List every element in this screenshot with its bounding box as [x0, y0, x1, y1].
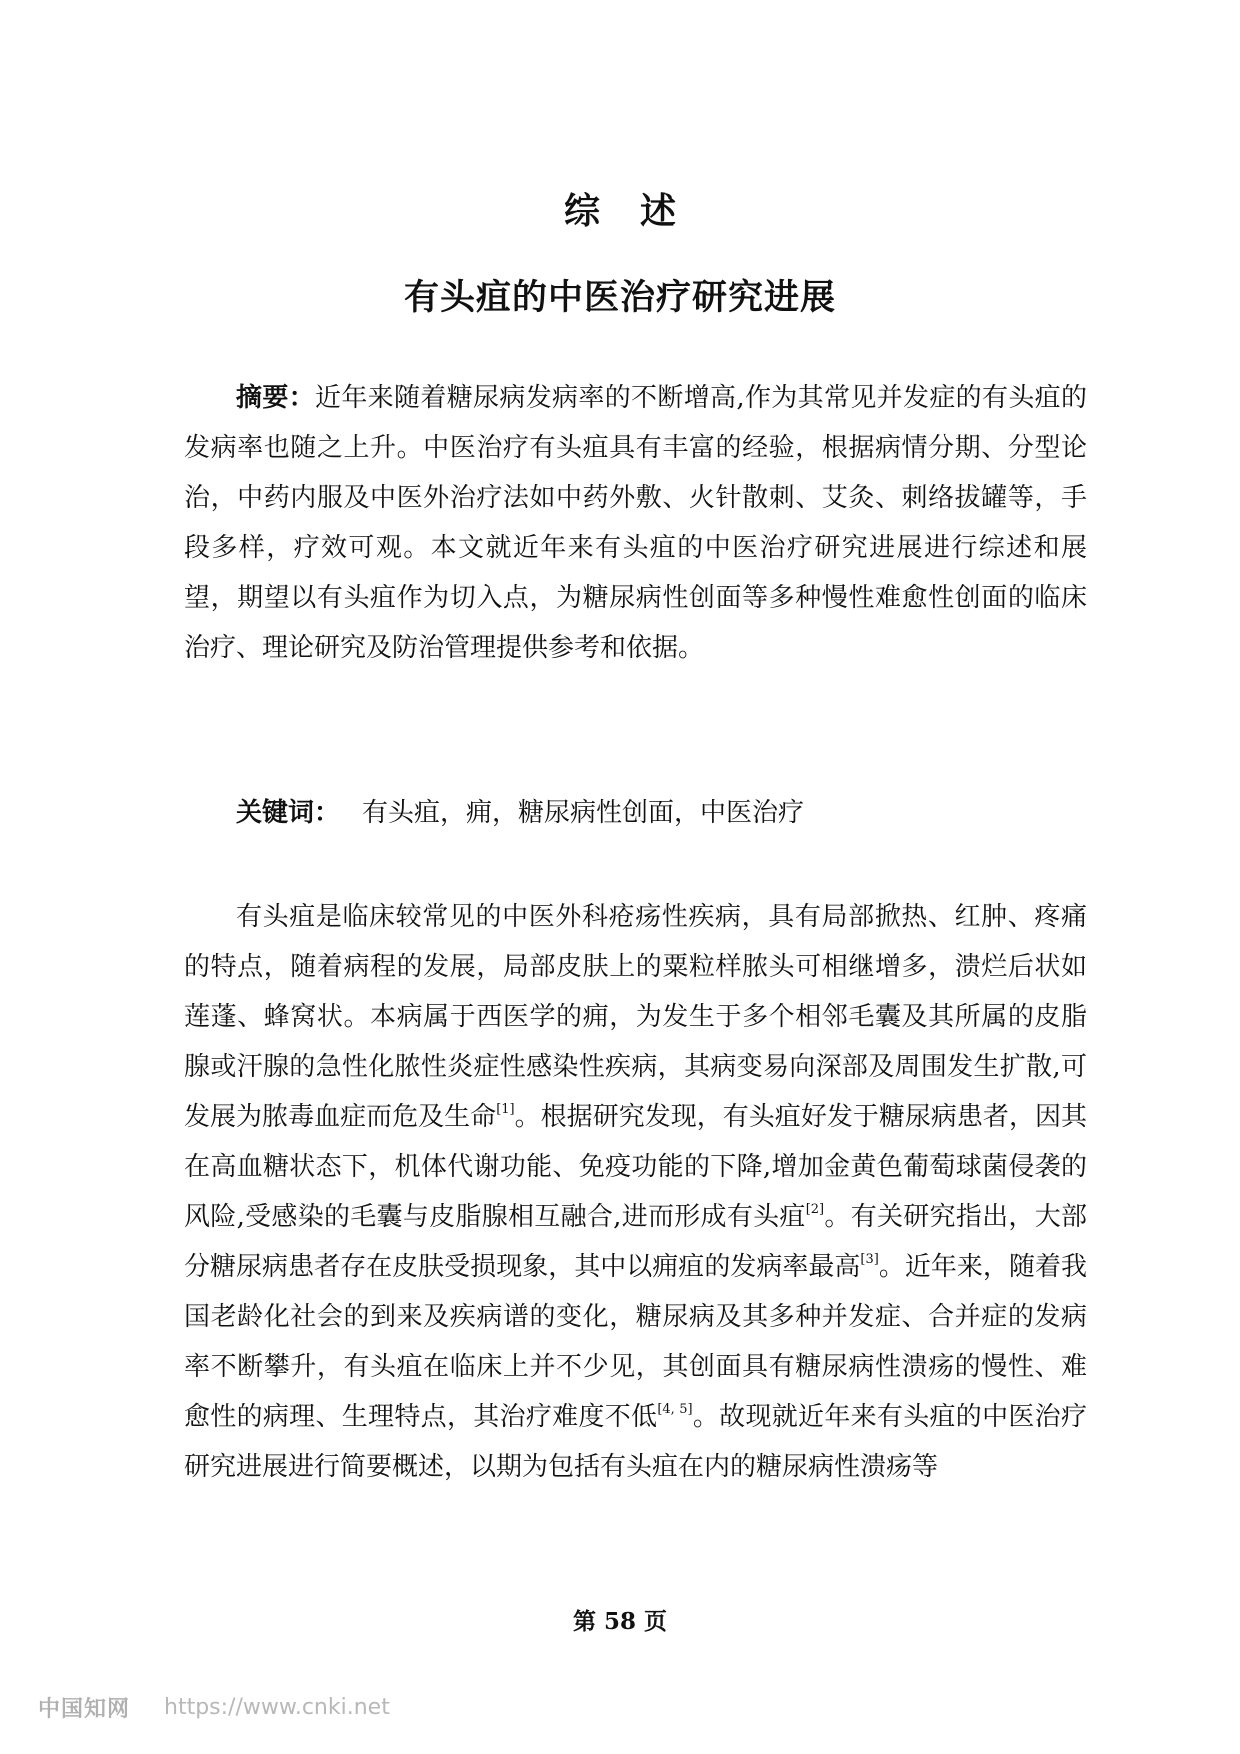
body-segment: 。故现就近年来有头疽的中医治疗研究进展进行简要概述，以期为包括有头疽在内的糖尿病性溃疡等	[184, 1402, 1087, 1482]
body-segment: 。近年来，随着我国老龄化社会的到来及疾病谱的变化，糖尿病及其多种并发症、合并症的发病率不断攀升，有头疽在临床上并不少见，其创面具有糖尿病性溃疡的慢性、难愈性的病理、生理特点，其治疗难度不低	[184, 1252, 1087, 1432]
abstract-label: 摘要：	[236, 383, 316, 413]
keywords-text: 有头疽，痈，糖尿病性创面，中医治疗	[362, 798, 805, 828]
citation-ref: [2]	[805, 1202, 825, 1217]
abstract-text: 近年来随着糖尿病发病率的不断增高,作为其常见并发症的有头疽的发病率也随之上升。中医治疗有头疽具有丰富的经验，根据病情分期、分型论治，中药内服及中医外治疗法如中药外敷、火针散刺、艾灸、刺络拔罐等，手段多样，疗效可观。本文就近年来有头疽的中医治疗研究进展进行综述和展望，期望以有头疽作为切入点，为糖尿病性创面等多种慢性难愈性创面的临床治疗、理论研究及防治管理提供参考和依据。	[184, 383, 1087, 663]
body-paragraph	[184, 892, 1087, 1492]
body-segment: 。有关研究指出，大部分糖尿病患者存在皮肤受损现象，其中以痈疽的发病率最高	[184, 1202, 1087, 1282]
body-segment: 有头疽是临床较常见的中医外科疮疡性疾病，具有局部掀热、红肿、疼痛的特点，随着病程的发展，局部皮肤上的粟粒样脓头可相继增多，溃烂后状如莲蓬、蜂窝状。本病属于西医学的痈，为发生于多个相邻毛囊及其所属的皮脂腺或汗腺的急性化脓性炎症性感染性疾病，其病变易向深部及周围发生扩散,可发展为脓毒血症而危及生命	[184, 902, 1088, 1132]
section-title: 综述	[563, 190, 716, 232]
paper-title: 有头疽的中医治疗研究进展	[403, 277, 836, 318]
citation-ref: [4, 5]	[657, 1402, 693, 1417]
cnki-logo: 中国知网	[38, 1697, 131, 1722]
keywords-label: 关键词：	[236, 798, 341, 828]
citation-ref: [1]	[496, 1102, 515, 1117]
keywords-paragraph	[184, 788, 1087, 838]
citation-ref: [3]	[860, 1252, 879, 1267]
body-segment: 。根据研究发现，有头疽好发于糖尿病患者，因其在高血糖状态下，机体代谢功能、免疫功能的下降,增加金黄色葡萄球菌侵袭的风险,受感染的毛囊与皮脂腺相互融合,进而形成有头疽	[184, 1102, 1087, 1232]
watermark-url: https://www.cnki.net	[164, 1695, 390, 1720]
page-number: 第 58 页	[572, 1608, 668, 1635]
watermark	[38, 1692, 390, 1723]
abstract-paragraph	[184, 373, 1087, 673]
